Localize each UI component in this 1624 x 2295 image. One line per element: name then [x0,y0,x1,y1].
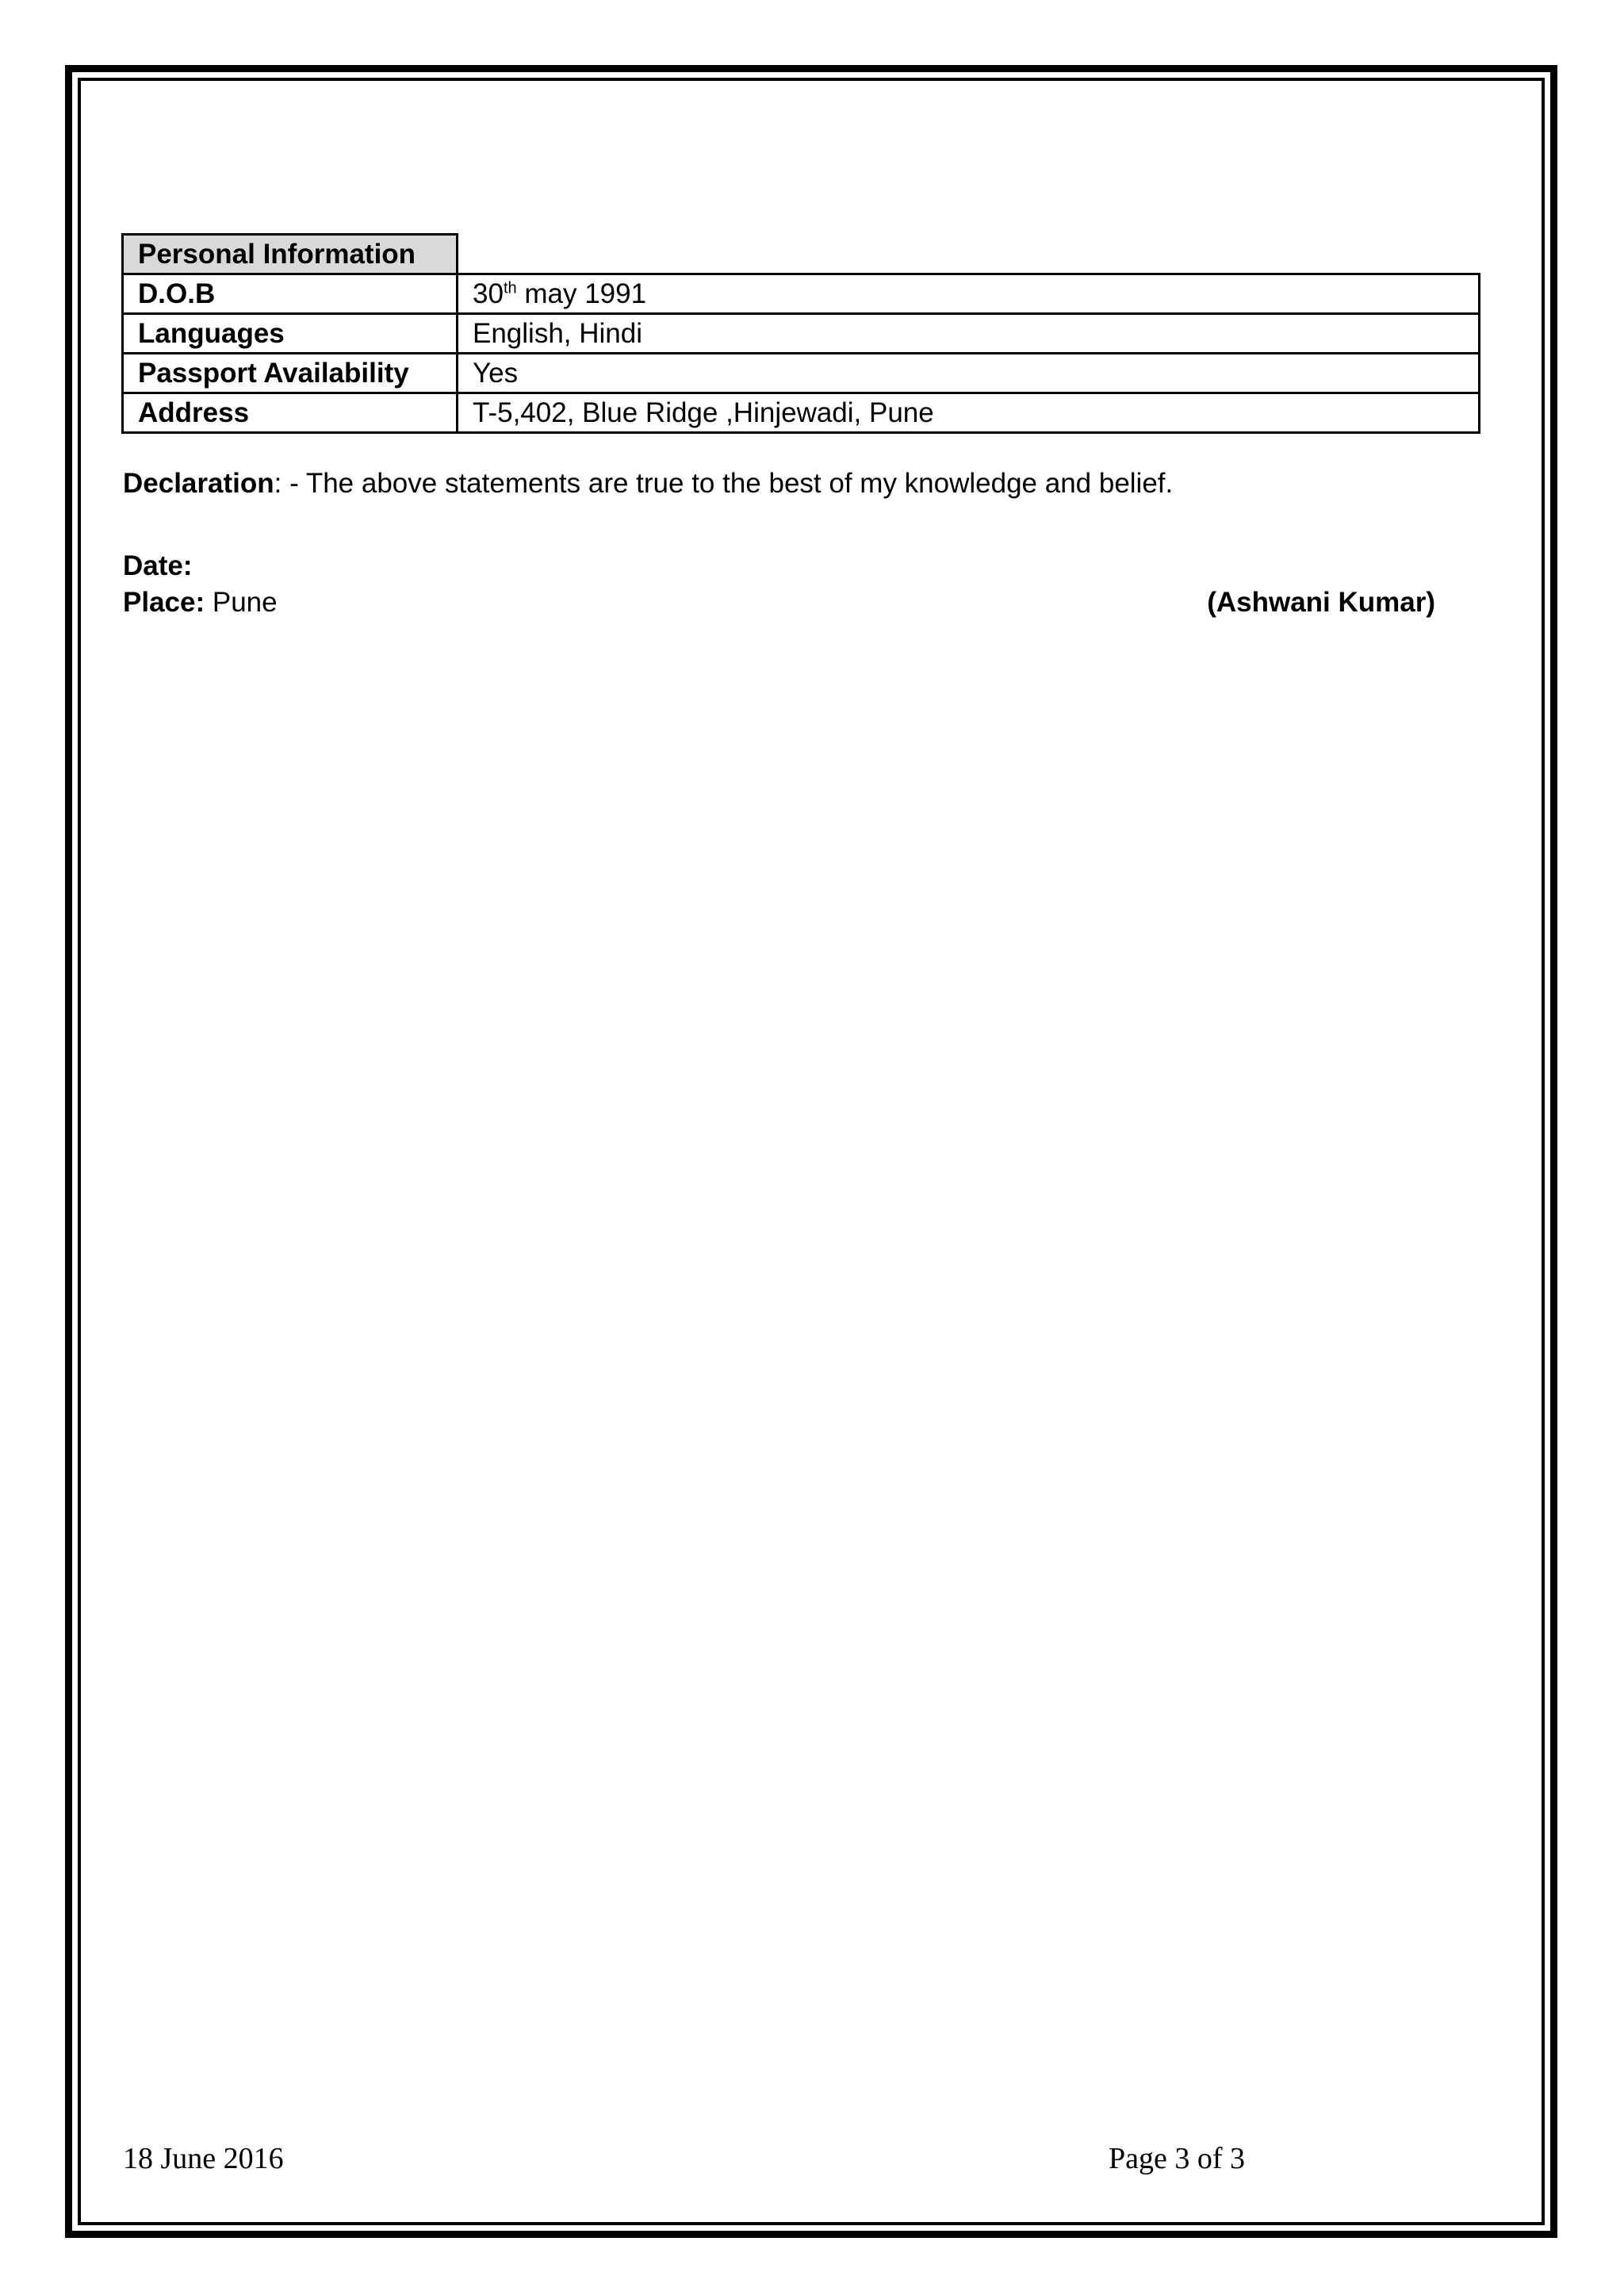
personal-info-heading: Personal Information [123,235,458,274]
dob-value: 30th may 1991 [458,274,1480,314]
signature-name: (Ashwani Kumar) [1207,587,1435,618]
passport-value: Yes [458,354,1480,393]
declaration-statement [123,468,1173,500]
table-header-row [123,235,1480,274]
dob-label: D.O.B [123,274,458,314]
footer-page-number: Page 3 of 3 [1109,2142,1246,2175]
address-value: T-5,402, Blue Ridge ,Hinjewadi, Pune [458,393,1480,433]
date-label: Date: [123,550,193,581]
declaration-label: Declaration [123,468,274,499]
table-row [123,393,1480,433]
declaration-text: : - The above statements are true to the best of my knowledge and belief. [274,468,1174,499]
languages-value: English, Hindi [458,314,1480,354]
place-line [123,587,278,619]
table-row [123,314,1480,354]
place-value: Pune [205,587,278,618]
personal-info-table [121,233,1480,434]
passport-label: Passport Availability [123,354,458,393]
address-label: Address [123,393,458,433]
place-label: Place: [123,587,205,618]
table-row [123,354,1480,393]
languages-label: Languages [123,314,458,354]
footer-date: 18 June 2016 [123,2142,284,2175]
table-row [123,274,1480,314]
